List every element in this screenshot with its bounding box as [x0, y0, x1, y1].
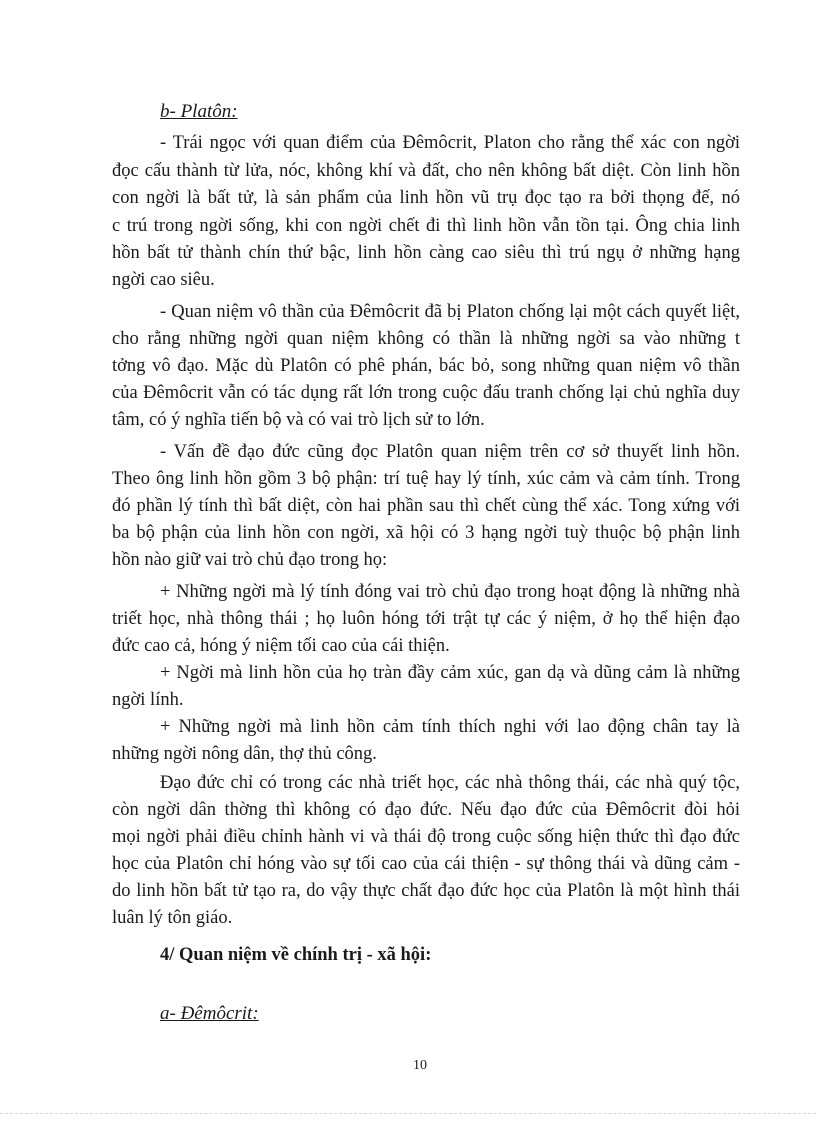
text-line: học của Platôn chỉ hóng vào sự tối cao của cái thiện - sự thông thái và dũng cảm -: [112, 854, 740, 874]
text-line: Đạo đức chỉ có trong các nhà triết học, các nhà thông thái, các nhà quý tộc,: [160, 773, 740, 793]
text-line: của Đêmôcrit vẫn có tác dụng rất lớn trong cuộc đấu tranh chống lại chủ nghĩa duy: [112, 383, 740, 403]
text-line: - Trái ngọc với quan điểm của Đêmôcrit, Platon cho rằng thể xác con ngời: [160, 133, 740, 153]
page-number: 10: [413, 1058, 427, 1073]
section-heading: 4/ Quan niệm về chính trị - xã hội:: [160, 945, 432, 965]
text-line: tởng vô đạo. Mặc dù Platôn có phê phán, bác bỏ, song những quan niệm vô thần: [112, 356, 740, 376]
text-line: đức cao cả, hóng ý niệm tối cao của cái thiện.: [112, 636, 450, 656]
text-line: + Những ngời mà linh hồn cảm tính thích nghi với lao động chân tay là: [160, 717, 740, 737]
text-line: - Quan niệm vô thần của Đêmôcrit đã bị Platon chống lại một cách quyết liệt,: [160, 302, 740, 322]
text-line: đó phần lý tính thì bất diệt, còn hai phần sau thì chết cùng thể xác. Tong xứng với: [112, 496, 740, 516]
text-line: Theo ông linh hồn gồm 3 bộ phận: trí tuệ hay lý tính, xúc cảm và cảm tính. Trong: [112, 469, 740, 489]
subsection-title-platon: b- Platôn:: [160, 101, 238, 122]
text-line: cho rằng những ngời quan niệm không có thần là những ngời sa vào những t: [112, 329, 740, 349]
text-line: mọi ngời phải điều chỉnh hành vi và thái độ trong cuộc sống hiện thức thì đạo đức: [112, 827, 740, 847]
text-line: triết học, nhà thông thái ; họ luôn hóng tới trật tự các ý niệm, ở họ thể hiện đạo: [112, 609, 740, 629]
text-line: + Những ngời mà lý tính đóng vai trò chủ đạo trong hoạt động là những nhà: [160, 582, 740, 602]
text-line: do linh hồn bất tử tạo ra, do vậy thực chất đạo đức học của Platôn là một hình thái: [112, 881, 740, 901]
text-line: con ngời là bất tử, là sản phẩm của linh hồn vũ trụ đọc tạo ra bởi thọng đế, nó: [112, 188, 740, 208]
text-line: còn ngời dân thờng thì không có đạo đức. Nếu đạo đức của Đêmôcrit đòi hỏi: [112, 800, 740, 820]
text-line: hồn nào giữ vai trò chủ đạo trong họ:: [112, 550, 388, 570]
text-line: ba bộ phận của linh hồn con ngời, xã hội có 3 hạng ngời tuỳ thuộc bộ phận linh: [112, 523, 740, 543]
text-line: - Vấn đề đạo đức cũng đọc Platôn quan niệm trên cơ sở thuyết linh hồn.: [160, 442, 740, 462]
text-line: + Ngời mà linh hồn của họ tràn đầy cảm xúc, gan dạ và dũng cảm là những: [160, 663, 740, 683]
text-line: ngời cao siêu.: [112, 270, 215, 290]
subsection-title-democrit: a- Đêmôcrit:: [160, 1003, 259, 1024]
text-line: luân lý tôn giáo.: [112, 908, 233, 928]
text-line: ngời lính.: [112, 690, 184, 710]
text-line: tâm, có ý nghĩa tiến bộ và có vai trò lịch sử to lớn.: [112, 410, 485, 430]
page-bottom-rule: [0, 1113, 816, 1114]
text-line: những ngời nông dân, thợ thủ công.: [112, 744, 377, 764]
text-line: hồn bất tử thành chín thứ bậc, linh hồn càng cao siêu thì trú ngụ ở những hạng: [112, 243, 740, 263]
text-line: đọc cấu thành từ lửa, nóc, không khí và đất, cho nên không bất diệt. Còn linh hồn: [112, 161, 740, 181]
text-line: c trú trong ngời sống, khi con ngời chết đi thì linh hồn vẫn tồn tại. Ông chia linh: [112, 216, 740, 236]
